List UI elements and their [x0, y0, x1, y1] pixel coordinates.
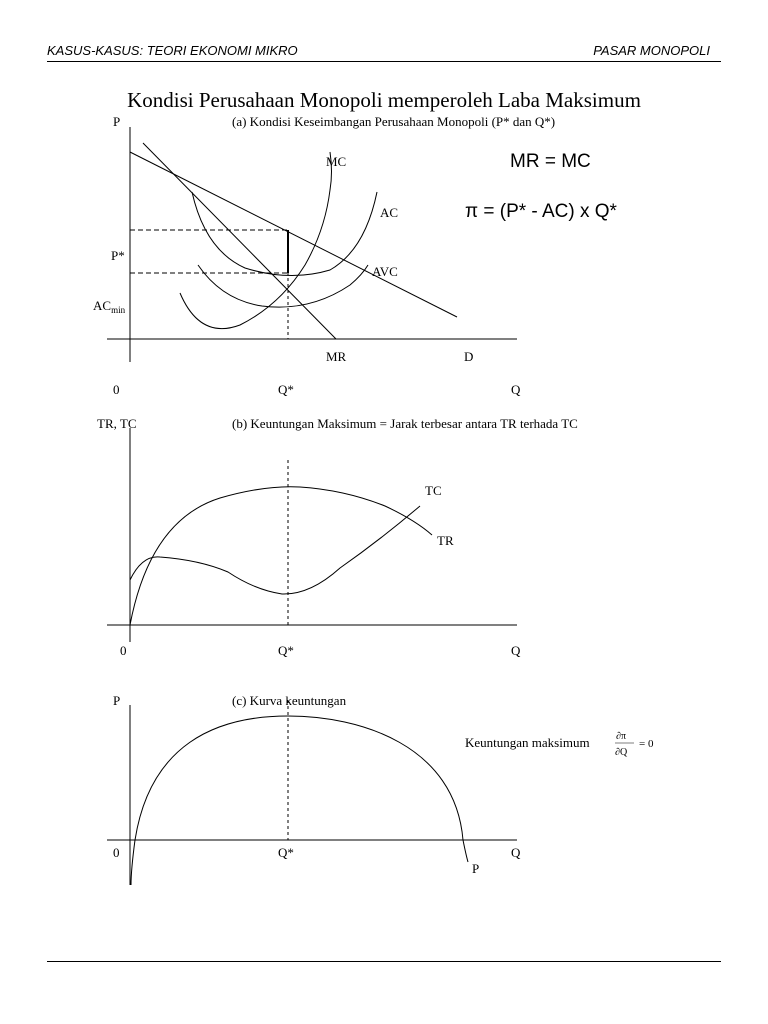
panel-c-origin: 0 — [113, 845, 120, 860]
p-star-label: P* — [111, 248, 125, 263]
panel-b — [97, 416, 578, 658]
avc-label: AVC — [372, 264, 398, 279]
mc-curve — [180, 152, 332, 329]
panel-c-x-axis-label: Q — [511, 845, 521, 860]
eq-numerator: ∂π — [616, 731, 626, 742]
panel-c-y-axis-label: P — [113, 693, 121, 708]
ac-label: AC — [380, 205, 399, 220]
panel-a-q-star: Q* — [278, 382, 294, 397]
ac-min-sub: min — [111, 305, 126, 315]
tr-curve — [130, 487, 432, 625]
panel-b-caption: (b) Keuntungan Maksimum = Jarak terbesar antara TR terhada TC — [232, 416, 578, 431]
panel-b-y-axis-label: TR, TC — [97, 416, 137, 431]
eq-rhs: = 0 — [639, 738, 654, 750]
ac-min-main: AC — [93, 298, 112, 313]
tr-label: TR — [437, 533, 454, 548]
panel-c-q-star: Q* — [278, 845, 294, 860]
formula-mr-mc: MR = MC — [510, 151, 591, 172]
panel-b-origin: 0 — [120, 643, 127, 658]
d-label: D — [464, 349, 474, 364]
header-left: KASUS-KASUS: TEORI EKONOMI MIKRO — [47, 43, 298, 58]
panel-c — [107, 693, 654, 885]
max-profit-note: Keuntungan maksimum — [465, 735, 590, 750]
eq-denominator: ∂Q — [615, 747, 628, 758]
panel-b-x-axis-label: Q — [511, 643, 521, 658]
panel-a — [93, 114, 618, 397]
tc-curve — [130, 506, 420, 594]
mr-label: MR — [326, 349, 347, 364]
page-title: Kondisi Perusahaan Monopoli memperoleh Laba Maksimum — [127, 88, 641, 112]
panel-c-curve-label: P — [472, 861, 480, 876]
avc-curve — [198, 265, 368, 307]
formula-profit: π = (P* - AC) x Q* — [465, 201, 617, 222]
panel-a-caption: (a) Kondisi Keseimbangan Perusahaan Monopoli (P* dan Q*) — [232, 114, 556, 129]
mc-label: MC — [326, 154, 347, 169]
profit-curve — [131, 716, 468, 885]
panel-b-q-star: Q* — [278, 643, 294, 658]
ac-min-label — [93, 298, 126, 315]
demand-curve — [130, 152, 457, 317]
panel-c-caption: (c) Kurva keuntungan — [232, 693, 347, 708]
footer-rule — [47, 961, 721, 962]
panel-a-y-axis-label: P — [113, 114, 121, 129]
panel-a-origin: 0 — [113, 382, 120, 397]
header-right: PASAR MONOPOLI — [593, 43, 710, 58]
tc-label: TC — [425, 483, 442, 498]
panel-a-x-axis-label: Q — [511, 382, 521, 397]
